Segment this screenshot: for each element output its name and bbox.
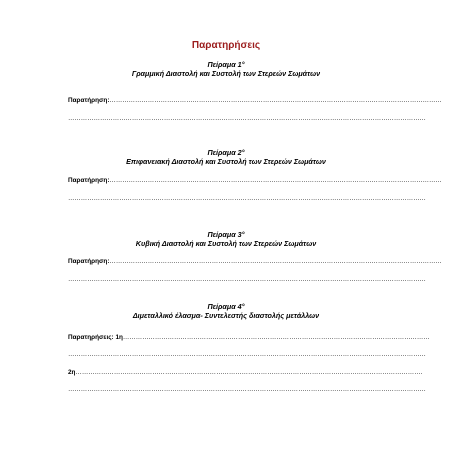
- experiment-1-observation-label: Παρατήρηση:: [68, 97, 110, 104]
- experiment-2-extra-dots: ……………………………………………………………………………………………………………………………………………………: [68, 195, 426, 202]
- experiment-3-subtitle: Κυβική Διαστολή και Συστολή των Στερεών Σωμάτων: [135, 239, 317, 248]
- experiment-3-extra-line[interactable]: [68, 276, 426, 284]
- experiment-3-observation-label: Παρατήρηση:: [68, 258, 110, 265]
- experiment-1-extra-dots: ……………………………………………………………………………………………………………………………………………………: [68, 115, 426, 122]
- experiment-2-observation-label: Παρατήρηση:: [68, 177, 110, 184]
- experiment-4-observation-line-1[interactable]: [68, 334, 430, 342]
- experiment-4-number: Πείραμα 4°: [207, 302, 245, 311]
- experiment-3-observation-line[interactable]: [68, 258, 442, 266]
- experiment-1-observation-line[interactable]: [68, 97, 442, 105]
- experiment-4-observation-line-2[interactable]: [68, 369, 423, 377]
- experiment-2-header: [0, 148, 452, 166]
- experiment-3-number: Πείραμα 3°: [207, 230, 245, 239]
- experiment-1-header: [0, 60, 452, 78]
- experiment-3-observation-dots: …………………………………………………………………………………………………………………………………………: [109, 258, 442, 265]
- experiment-4-extra-dots-2: ……………………………………………………………………………………………………………………………………………………: [68, 386, 426, 393]
- experiment-4-extra-line-1[interactable]: [68, 351, 426, 359]
- experiment-4-header: [0, 302, 452, 320]
- experiment-2-observation-dots: …………………………………………………………………………………………………………………………………………: [109, 177, 442, 184]
- experiment-2-observation-line[interactable]: [68, 177, 442, 185]
- experiment-4-observation-label-2: 2η: [68, 369, 76, 376]
- experiment-3-header: [0, 230, 452, 248]
- experiment-3-extra-dots: ……………………………………………………………………………………………………………………………………………………: [68, 276, 426, 283]
- experiment-1-number: Πείραμα 1°: [207, 60, 245, 69]
- page-title: Παρατηρήσεις: [191, 40, 261, 51]
- experiment-1-subtitle: Γραμμική Διαστολή και Συστολή των Στερεών Σωμάτων: [131, 69, 321, 78]
- experiment-1-observation-dots: …………………………………………………………………………………………………………………………………………: [109, 97, 442, 104]
- experiment-4-extra-dots-1: ……………………………………………………………………………………………………………………………………………………: [68, 351, 426, 358]
- experiment-2-extra-line[interactable]: [68, 195, 426, 203]
- experiment-1-extra-line[interactable]: [68, 115, 426, 123]
- experiment-4-observation-label: Παρατηρήσεις: 1η: [68, 334, 123, 341]
- experiment-4-observation-dots: ………………………………………………………………………………………………………………………………: [122, 334, 430, 341]
- experiment-4-extra-line-2[interactable]: [68, 386, 426, 394]
- experiment-4-observation-dots-2: ……………………………………………………………………………………………………………………………………………….: [75, 369, 423, 376]
- experiment-4-subtitle: Διμεταλλικό έλασμα- Συντελεστής διαστολής μετάλλων: [132, 311, 320, 320]
- experiment-2-number: Πείραμα 2°: [207, 148, 245, 157]
- experiment-2-subtitle: Επιφανειακή Διαστολή και Συστολή των Στερεών Σωμάτων: [126, 157, 326, 166]
